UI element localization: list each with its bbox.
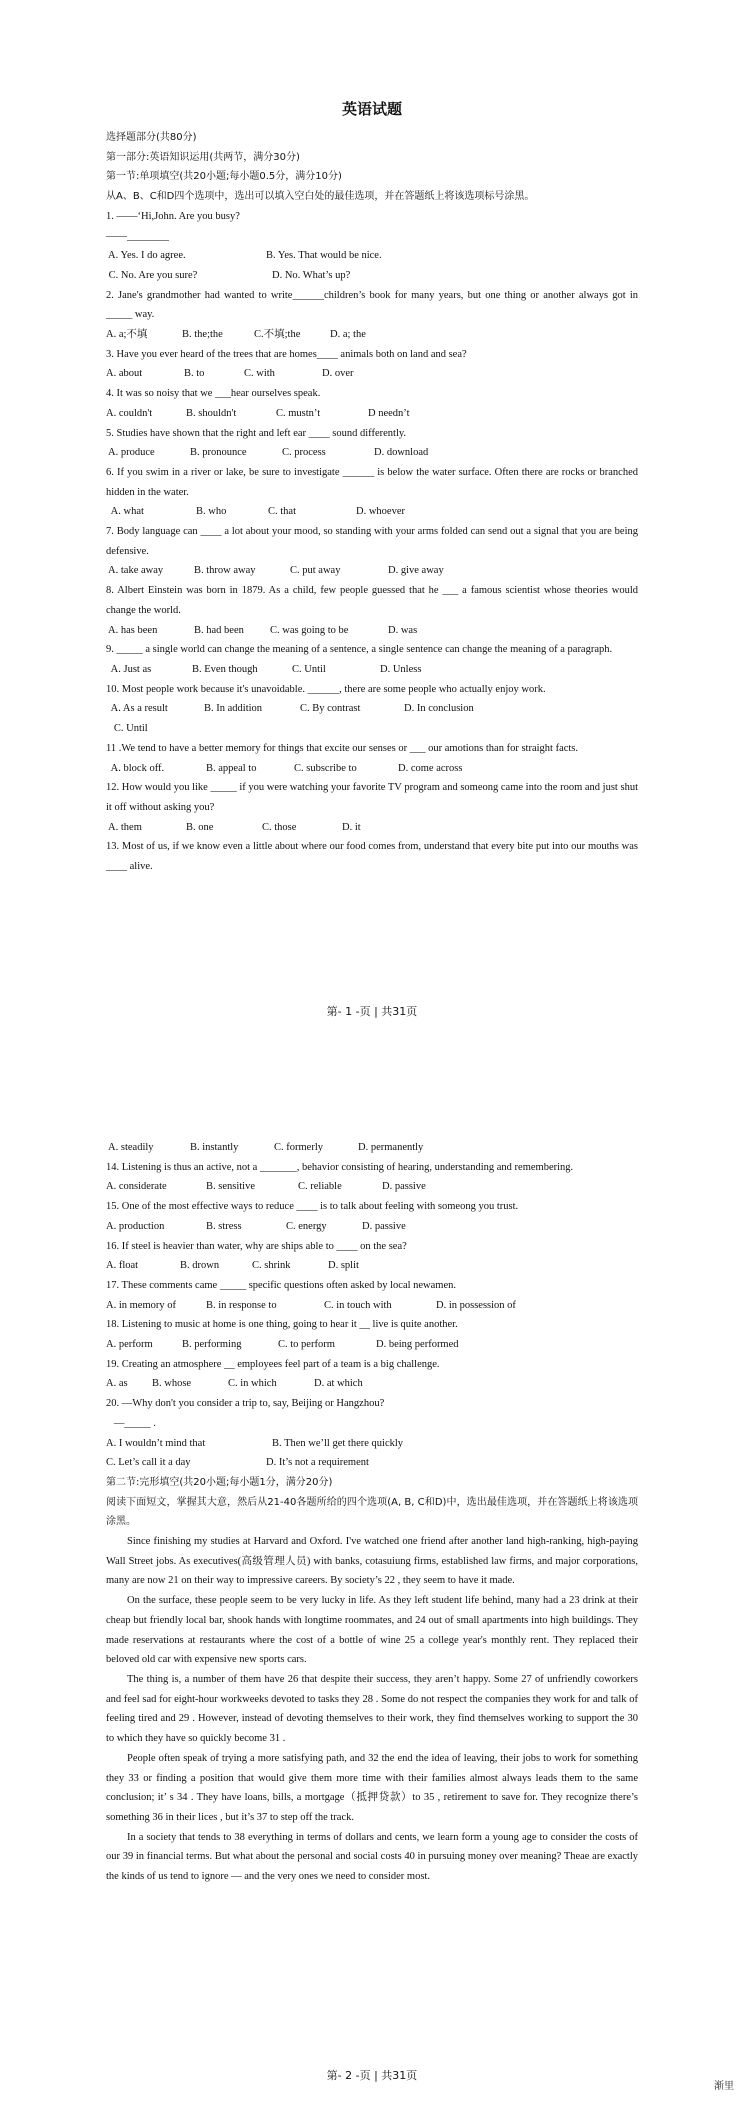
question-text: ——________ <box>106 230 169 242</box>
option-text: D. No. What’s up? <box>272 269 351 281</box>
question-text: 17. These comments came _____ specific questions often asked by local newamen. <box>106 1279 456 1291</box>
options-row <box>106 325 638 345</box>
document-title: 英语试题 <box>341 100 402 118</box>
option-text: D. In conclusion <box>404 703 474 715</box>
option-text: C. formerly <box>274 1142 323 1153</box>
question-text: 11 .We tend to have a better memory for things that excite our senses or ___ our amotions than for straight facts. <box>106 742 579 754</box>
options-row <box>106 1453 638 1473</box>
question-text: 7. Body language can ____ a lot about your mood, so standing with your arms folded can send out a signal that you are being defensive. <box>106 526 641 557</box>
option-text: B. pronounce <box>190 447 247 459</box>
option-text: C. reliable <box>298 1181 342 1193</box>
option-text: D. was <box>388 624 418 636</box>
passage-paragraph: People often speak of trying a more satisfying path, and 32 the end the idea of leaving, their jobs to work for something they 33 or finding a position that would give them more time with their families almost always leads them to the same conclusion; it’ s 34 . They have loans, bills, a mortgage（抵押贷款）to 35 , retirement to save for. They recognize there’s something 36 in their lices , but it’s 37 to step off the track. <box>106 1752 638 1823</box>
option-text: C. that <box>268 506 296 518</box>
edge-mark: 渐里 <box>714 2081 734 2092</box>
option-text: C. in touch with <box>324 1299 392 1311</box>
option-text: C.不填;the <box>254 329 301 341</box>
option-text: C. No. Are you sure? <box>106 269 198 281</box>
question-text: 5. Studies have shown that the right and left ear ____ sound differently. <box>106 427 407 439</box>
option-text: C. in which <box>228 1378 277 1390</box>
option-text: B. performing <box>182 1339 242 1351</box>
passage-paragraph: The thing is, a number of them have 26 that despite their success, they aren’t happy. Some 27 of unfriendly coworkers and feel sad for eight-hour workweeks devoted to tasks they 28 . Some do not respect the companies they work for and talk of feeling tired and 29 . However, instead of devoting themselves to their work, they find themselves working to support the 30 to which they have so quickly become 31 . <box>106 1673 638 1745</box>
question-text: 2. Jane's grandmother had wanted to write______children’s book for many years, but one thing or another always got in _____ way. <box>106 289 641 321</box>
option-text: A. Just as <box>106 663 152 675</box>
section-header: 选择题部分(共80分) <box>106 132 197 143</box>
question-text: 8. Albert Einstein was born in 1879. As a child, few people guessed that he ___ a famous scientist whose theories would change the world. <box>106 585 641 616</box>
option-text: D. whoever <box>356 506 405 518</box>
option-text: A. take away <box>106 565 164 577</box>
option-text: A. production <box>106 1220 165 1232</box>
option-text: C. shrink <box>252 1260 291 1272</box>
options-row <box>106 502 638 522</box>
section-header: 第一部分:英语知识运用(共两节，满分30分) <box>106 151 300 163</box>
section-instruction: 第二节:完形填空(共20小题;每小题1分，满分20分) <box>106 1476 333 1488</box>
option-text: A. has been <box>106 624 158 636</box>
option-text: B. throw away <box>194 565 256 577</box>
option-text: C. Until <box>292 663 326 675</box>
option-text: B. Even though <box>192 663 258 675</box>
option-text: B. one <box>186 821 214 833</box>
option-text: A. Yes. I do agree. <box>106 250 186 262</box>
option-text: A. As a result <box>106 703 168 715</box>
passage-paragraph: In a society that tends to 38 everything in terms of dollars and cents, we learn form a young age to consider the costs of our 39 in financial terms. But what about the personal and social costs 40 in pursuing money over meaning? Theae are exactly the kinds of us tend to ignore — and the very ones we need to consider most. <box>106 1831 638 1883</box>
page-1 <box>0 0 744 1030</box>
question-text: 1. ——‘Hi,John. Are you busy? <box>106 210 240 222</box>
options-row <box>106 561 638 581</box>
option-text: B. shouldn't <box>186 407 237 419</box>
option-text: C. was going to be <box>270 624 349 636</box>
option-text: C. those <box>262 821 297 833</box>
option-text: A. what <box>106 506 144 518</box>
option-text: C. to perform <box>278 1339 335 1351</box>
option-text: B. had been <box>194 624 244 636</box>
option-text: A. float <box>106 1260 139 1272</box>
options-row <box>106 1138 638 1158</box>
options-row <box>106 1374 638 1394</box>
question-text: 9. _____ a single world can change the meaning of a sentence, a single sentence can change the meaning of a paragraph. <box>106 644 613 656</box>
options-row <box>106 1434 638 1454</box>
option-text: B. sensitive <box>206 1181 255 1193</box>
option-text: C. energy <box>286 1220 327 1232</box>
option-text: A. about <box>106 368 143 380</box>
option-text: B. appeal to <box>206 762 257 774</box>
option-text: D. being performed <box>376 1339 459 1351</box>
option-text: B. drown <box>180 1260 220 1272</box>
question-text: 18. Listening to music at home is one thing, going to hear it __ live is quite another. <box>106 1319 458 1331</box>
option-text: D. come across <box>398 762 463 774</box>
question-text: 13. Most of us, if we know even a little about where our food comes from, understand that every bite put into our mouths was ____ alive. <box>106 841 641 873</box>
option-text: B. In addition <box>204 703 263 715</box>
option-text: B. in response to <box>206 1299 277 1311</box>
options-row <box>106 1256 638 1276</box>
question-text: 14. Listening is thus an active, not a _______, behavior consisting of hearing, understanding and remembering. <box>106 1161 574 1173</box>
option-text: A. couldn't <box>106 407 153 419</box>
options-row <box>106 660 638 680</box>
option-text: B. to <box>184 368 205 380</box>
passage-paragraph: On the surface, these people seem to be very lucky in life. As they left student life behind, many had a 23 drink at their cheap but friendly local bar, shook hands with longtime roommates, and 24 out of small apartments into high buildings. They made reservations at restaurants where the cost of a bottle of wine 25 a college year's monthly rent. They replaced their beloved old car with expensive new sports cars. <box>106 1595 638 1666</box>
options-row <box>106 759 638 779</box>
question-text: 19. Creating an atmosphere __ employees feel part of a team is a big challenge. <box>106 1358 440 1370</box>
question-text: —_____ . <box>106 1417 156 1429</box>
question-text: 10. Most people work because it's unavoidable. ______, there are some people who actually enjoy work. <box>106 683 546 695</box>
page-2-body <box>106 1138 638 1887</box>
option-text: D needn’t <box>368 407 410 419</box>
section-instruction: 阅读下面短文，掌握其大意，然后从21-40各题所给的四个选项(A, B, C和D)中，选出最佳选项，并在答题纸上将该选项涂黑。 <box>106 1496 638 1528</box>
question-text: 6. If you swim in a river or lake, be sure to investigate ______ is below the water surface. Often there are rocks or branched hidden in the water. <box>106 466 641 498</box>
option-text: B. stress <box>206 1220 242 1232</box>
option-text: A. I wouldn’t mind that <box>106 1437 206 1449</box>
option-text: C. put away <box>290 565 341 577</box>
option-text: A. in memory of <box>106 1299 176 1311</box>
options-row <box>106 404 638 424</box>
option-text: A. as <box>106 1378 128 1390</box>
options-row <box>106 266 638 286</box>
section-header: 第一节:单项填空(共20小题;每小题0.5分，满分10分) <box>106 171 342 183</box>
question-text: 4. It was so noisy that we ___hear ourselves speak. <box>106 388 321 400</box>
option-text: B. instantly <box>190 1142 239 1153</box>
option-text: A. block off. <box>106 762 165 774</box>
option-text: B. whose <box>152 1378 192 1390</box>
options-row <box>106 246 638 266</box>
option-text: D. over <box>322 368 354 380</box>
question-text: 12. How would you like _____ if you were watching your favorite TV program and someong came into the room and just shut it off without asking you? <box>106 782 641 813</box>
option-text: D. it <box>342 821 361 833</box>
option-text: A. perform <box>106 1339 153 1351</box>
question-text: 16. If steel is heavier than water, why are ships able to ____ on the sea? <box>106 1240 407 1252</box>
option-text: C. with <box>244 368 275 380</box>
options-row <box>106 443 638 463</box>
options-row <box>106 364 638 384</box>
page-1-body <box>106 128 641 877</box>
option-text: D. Unless <box>380 663 422 675</box>
option-text: D. passive <box>382 1181 426 1193</box>
options-row <box>106 1177 638 1197</box>
question-text: 3. Have you ever heard of the trees that are homes____ animals both on land and sea? <box>106 348 467 360</box>
option-text: C. mustn’t <box>276 407 321 419</box>
option-text: D. give away <box>388 565 444 577</box>
option-text: B. Yes. That would be nice. <box>266 250 382 262</box>
option-text: C. process <box>282 447 326 459</box>
option-text: D. split <box>328 1260 359 1272</box>
options-row <box>106 1296 638 1316</box>
question-text: 20. —Why don't you consider a trip to, say, Beijing or Hangzhou? <box>106 1398 385 1410</box>
options-row <box>106 1335 638 1355</box>
question-text: C. Until <box>106 723 148 735</box>
option-text: C. By contrast <box>300 703 361 715</box>
option-text: A. them <box>106 821 142 833</box>
options-row <box>106 1217 638 1237</box>
option-text: D. permanently <box>358 1142 424 1153</box>
options-row <box>106 621 638 641</box>
question-text: 15. One of the most effective ways to reduce ____ is to talk about feeling with someong you trust. <box>106 1201 519 1213</box>
option-text: A. a;不填 <box>106 329 148 341</box>
options-row <box>106 699 638 719</box>
option-text: D. at which <box>314 1378 363 1390</box>
option-text: C. Let’s call it a day <box>106 1457 191 1469</box>
option-text: A. produce <box>106 447 155 459</box>
page-footer: 第- 2 -页 | 共31页 <box>326 2069 418 2082</box>
option-text: A. steadily <box>106 1142 154 1153</box>
option-text: D. passive <box>362 1220 406 1232</box>
page-2 <box>0 1120 744 2104</box>
option-text: A. considerate <box>106 1181 167 1193</box>
option-text: B. who <box>196 506 227 518</box>
option-text: B. Then we’ll get there quickly <box>272 1437 404 1449</box>
option-text: D. download <box>374 447 429 459</box>
option-text: D. a; the <box>330 329 366 341</box>
options-row <box>106 818 638 838</box>
page-footer: 第- 1 -页 | 共31页 <box>326 1005 418 1018</box>
option-text: D. in possession of <box>436 1299 516 1311</box>
option-text: C. subscribe to <box>294 762 357 774</box>
passage-paragraph: Since finishing my studies at Harvard and Oxford. I've watched one friend after another land high-ranking, high-paying Wall Street jobs. As executives(高级管理人员) with banks, cotasuiung firms, established law firms, and major corporations, many are now 21 on their way to impressive careers. By society’s 22 , they seem to have it made. <box>106 1536 638 1587</box>
option-text: D. It’s not a requirement <box>266 1457 369 1469</box>
option-text: B. the;the <box>182 329 223 341</box>
instructions: 从A、B、C和D四个选项中，选出可以填入空白处的最佳选项，并在答题纸上将该选项标号涂黑。 <box>106 191 535 203</box>
